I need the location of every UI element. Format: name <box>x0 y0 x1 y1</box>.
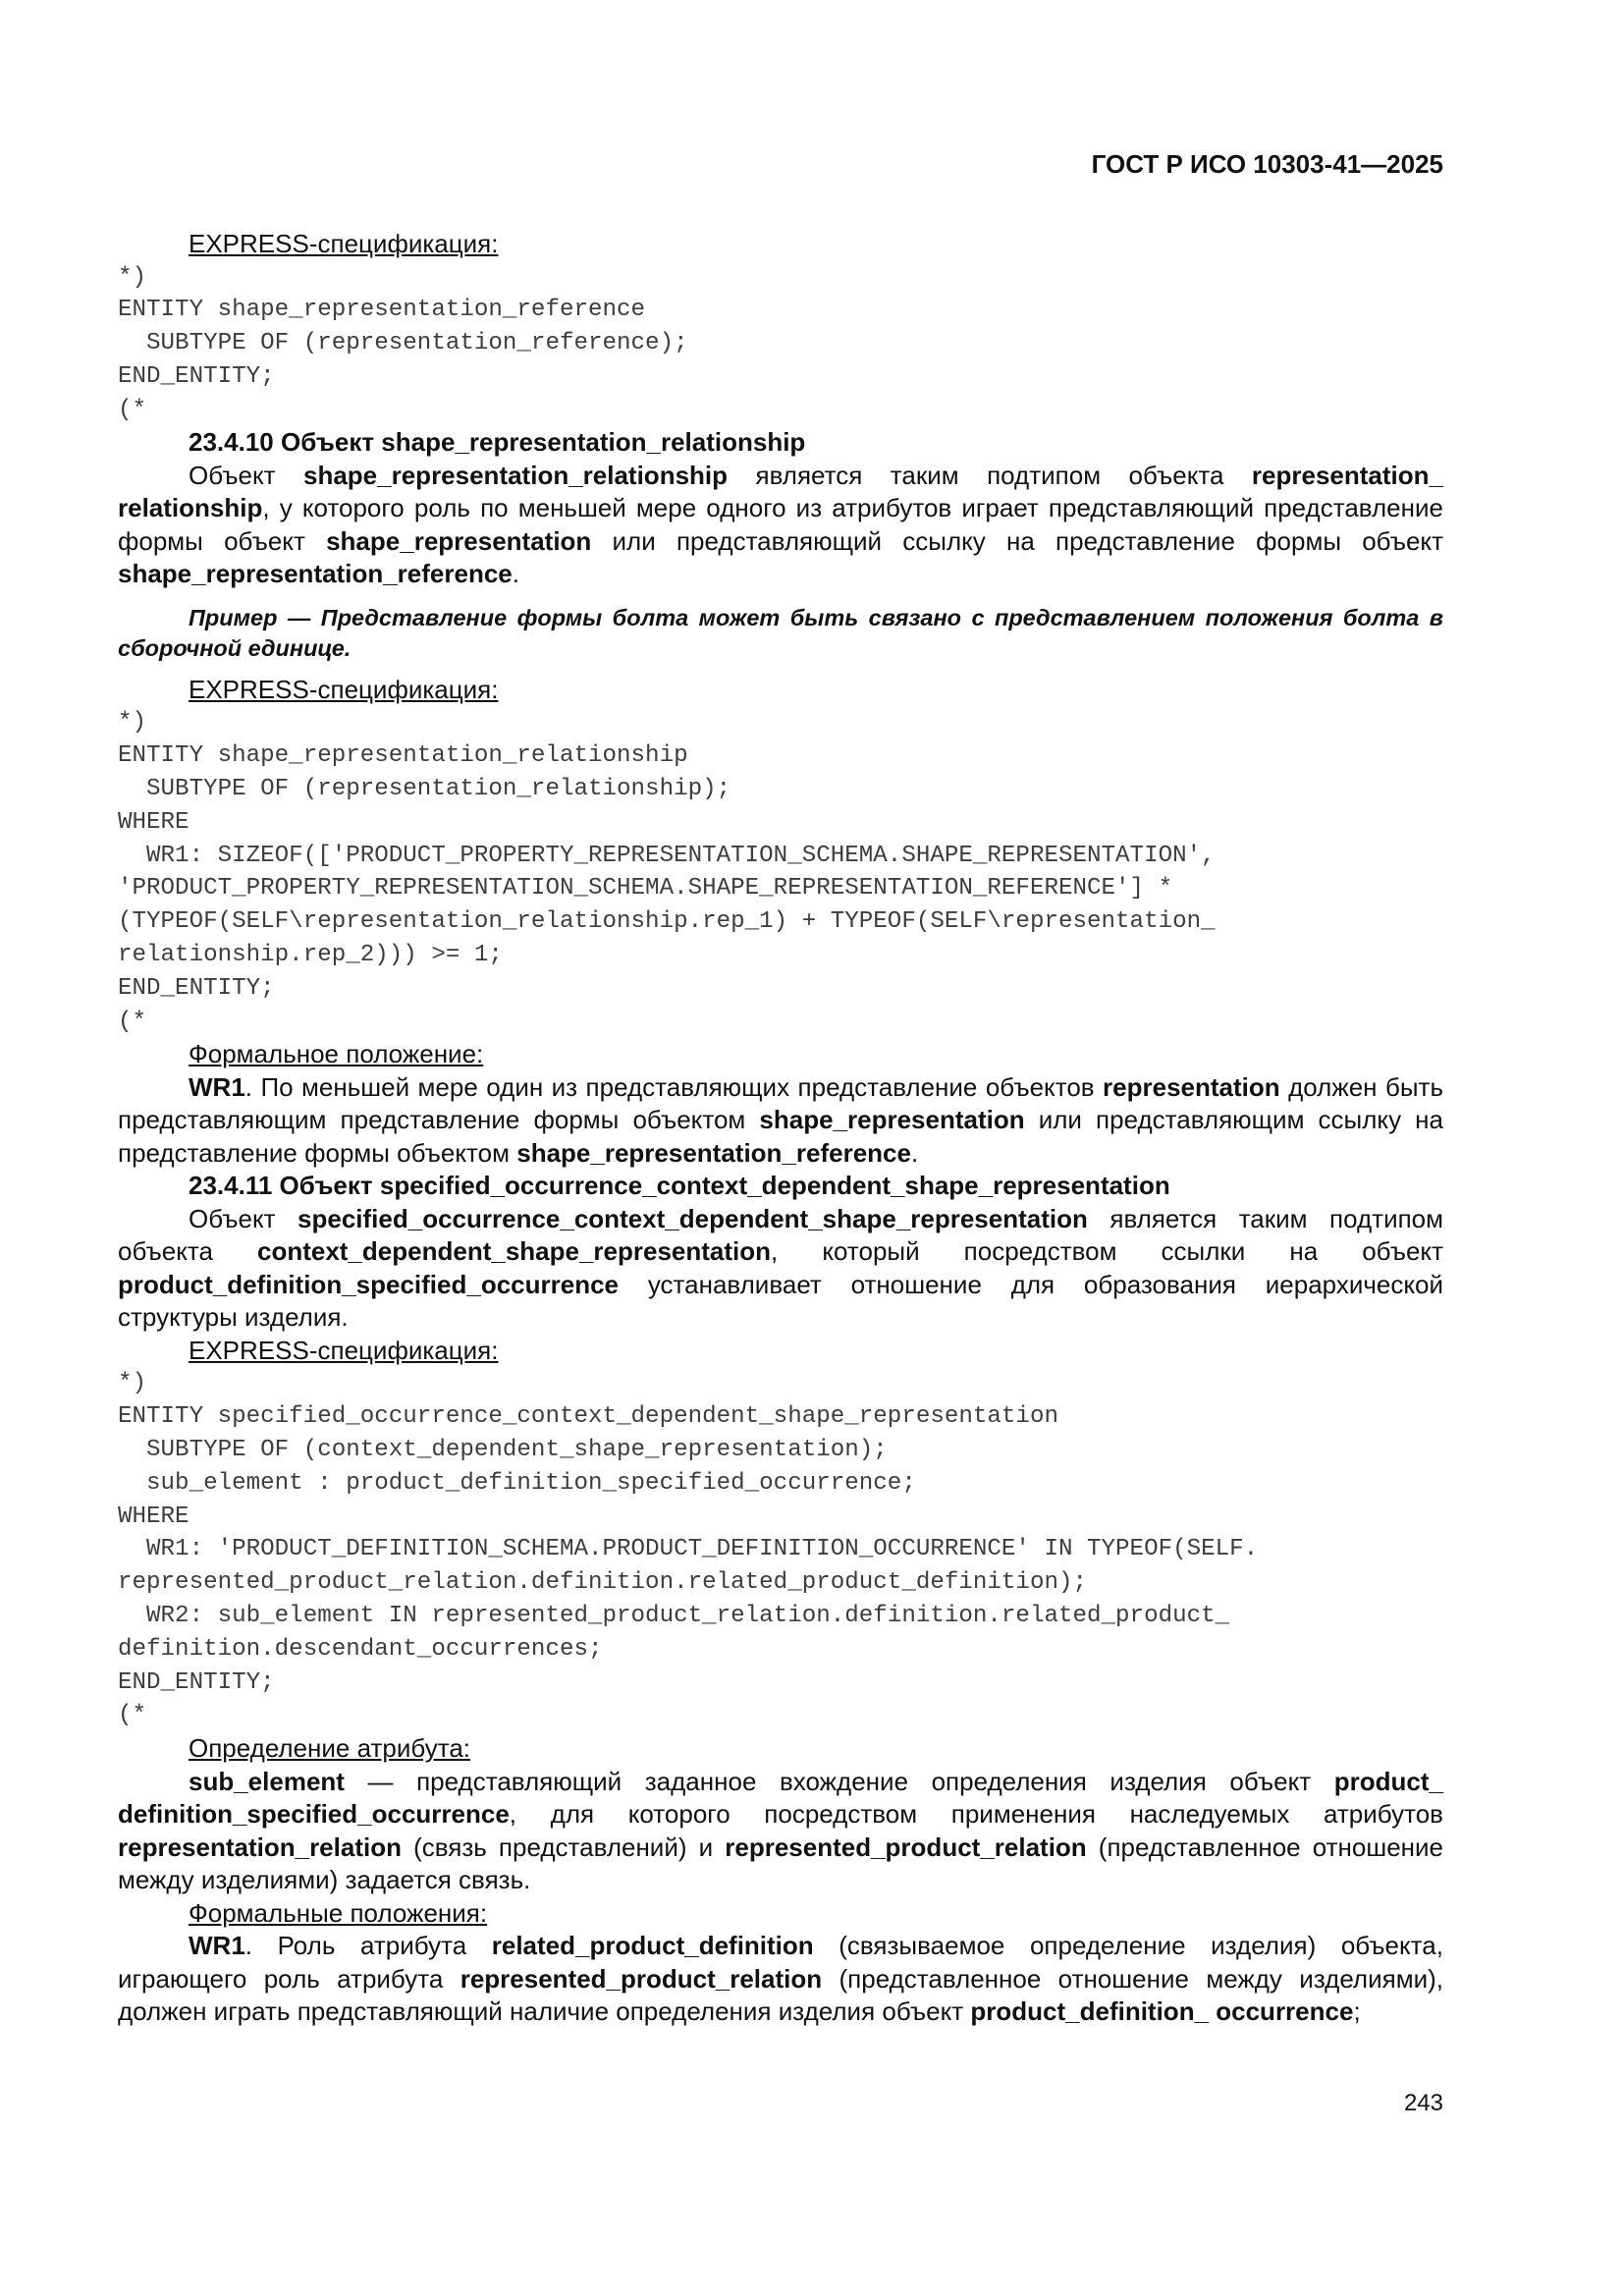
text-run: является таким подтипом объекта <box>118 1203 1444 1267</box>
express-label-3: EXPRESS-спецификация: <box>189 1335 499 1365</box>
bold-term: represented_product_relation <box>725 1831 1087 1862</box>
bold-term: represented_product_relation <box>460 1963 823 1994</box>
formal-rule-wr1-a <box>118 1071 1443 1171</box>
text-run: — представляющий заданное вхождение определения изделия объект <box>344 1766 1334 1796</box>
code-block-2: *) ENTITY shape_representation_relationship SUBTYPE OF (representation_relationship); WHERE WR1: SIZEOF(['PRODUCT_PROPERTY_REPRESENTATION_SCHEMA.SHAPE_REPRESENTATION', 'PRODUCT_PROPERTY_REPRESENTATION_SCHEMA.SHAPE_REPRESENTATION_REFERENCE'] * (TYPEOF(SELF\representation_relationship.rep_1) + TYPEOF(SELF\representation_ relationship.rep_2))) >= 1; END_ENTITY; (* <box>118 709 1216 1035</box>
text-run: (связываемое определение изделия) объекта, играющего роль атрибута <box>118 1931 1443 1994</box>
text-run: (представленное отношение между изделиями) задается связь. <box>118 1831 1443 1895</box>
bold-term: context_dependent_shape_representation <box>257 1236 772 1267</box>
section-paragraph-23-4-11 <box>118 1203 1443 1335</box>
section-heading-23-4-10: 23.4.10 Объект shape_representation_relationship <box>189 427 806 458</box>
bold-term: product_definition_ occurrence <box>970 1996 1354 2027</box>
document-header: ГОСТ Р ИСО 10303-41—2025 <box>1091 149 1443 179</box>
text-run: . По меньшей мере один из представляющих представление объектов <box>244 1071 1104 1102</box>
text-run: Объект <box>189 460 303 490</box>
bold-term: shape_representation_relationship <box>303 460 729 490</box>
text-run: Объект <box>189 1203 298 1233</box>
formal-label-2: Формальные положения: <box>189 1897 488 1928</box>
text-run: (представленное отношение между изделиями), должен играть представляющий наличие определения изделия объект <box>118 1963 1443 2027</box>
section-heading-23-4-11: 23.4.11 Объект specified_occurrence_context_dependent_shape_representation <box>189 1171 1170 1201</box>
formal-label-1: Формальное положение: <box>189 1039 484 1069</box>
attribute-definition <box>118 1766 1443 1897</box>
express-label-1: EXPRESS-спецификация: <box>189 229 499 258</box>
text-run: , для которого посредством применения наследуемых атрибутов <box>509 1799 1443 1830</box>
bold-term: product_definition_specified_occurrence <box>118 1269 620 1299</box>
bold-term: shape_representation_reference <box>516 1137 911 1168</box>
bold-term: specified_occurrence_context_dependent_shape_representation <box>298 1203 1088 1233</box>
page-content <box>118 224 1443 2029</box>
text-run: или представляющим ссылку на представление формы объектом <box>118 1105 1443 1168</box>
bold-term: shape_representation_reference <box>118 559 513 589</box>
text-run: . Роль атрибута <box>244 1931 492 1961</box>
text-run: устанавливает отношение для образования иерархической структуры изделия. <box>118 1269 1443 1333</box>
example-note: Пример — Представление формы болта может быть связано с представлением положения болта в сборочной единице. <box>118 604 1443 661</box>
page-number: 243 <box>1403 2090 1443 2116</box>
text-run: ; <box>1353 1996 1361 2027</box>
formal-rule-wr1-b <box>118 1930 1443 2029</box>
bold-term: sub_element <box>189 1766 345 1796</box>
attribute-label: Определение атрибута: <box>189 1733 471 1764</box>
bold-term: WR1 <box>189 1071 245 1102</box>
text-run: , у которого роль по меньшей мере одного из атрибутов играет представляющий представление формы объект <box>118 493 1443 556</box>
bold-term: shape_representation <box>759 1105 1025 1135</box>
text-run: (связь представлений) и <box>401 1831 726 1862</box>
text-run: . <box>512 559 519 589</box>
bold-term: representation <box>1103 1071 1280 1102</box>
bold-term: WR1 <box>189 1931 245 1961</box>
bold-term: related_product_definition <box>491 1931 814 1961</box>
text-run: , который посредством ссылки на объект <box>771 1236 1443 1267</box>
express-label-2: EXPRESS-спецификация: <box>189 674 499 704</box>
text-run: должен быть представляющим представление формы объектом <box>118 1071 1443 1135</box>
code-block-3: *) ENTITY specified_occurrence_context_dependent_shape_representation SUBTYPE OF (context_dependent_shape_representation); sub_element : product_definition_specified_occurrence; WHERE WR1: 'PRODUCT_DEFINITION_SCHEMA.PRODUCT_DEFINITION_OCCURRENCE' IN TYPEOF(SELF. represented_product_relation.definition.related_product_definition); WR2: sub_element IN represented_product_relation.definition.related_product_ definition.descendant_occurrences; END_ENTITY; (* <box>118 1370 1259 1729</box>
code-block-1: *) ENTITY shape_representation_reference SUBTYPE OF (representation_reference); END_ENTITY; (* <box>118 263 688 423</box>
bold-term: representation_ relationship <box>118 460 1443 523</box>
bold-term: shape_representation <box>326 525 592 556</box>
text-run: . <box>910 1137 919 1168</box>
text-run: является таким подтипом объекта <box>728 460 1252 490</box>
section-paragraph-23-4-10 <box>118 460 1443 591</box>
bold-term: product_ definition_specified_occurrence <box>118 1766 1443 1830</box>
text-run: или представляющий ссылку на представление формы объект <box>591 525 1443 556</box>
bold-term: representation_relation <box>118 1831 402 1862</box>
